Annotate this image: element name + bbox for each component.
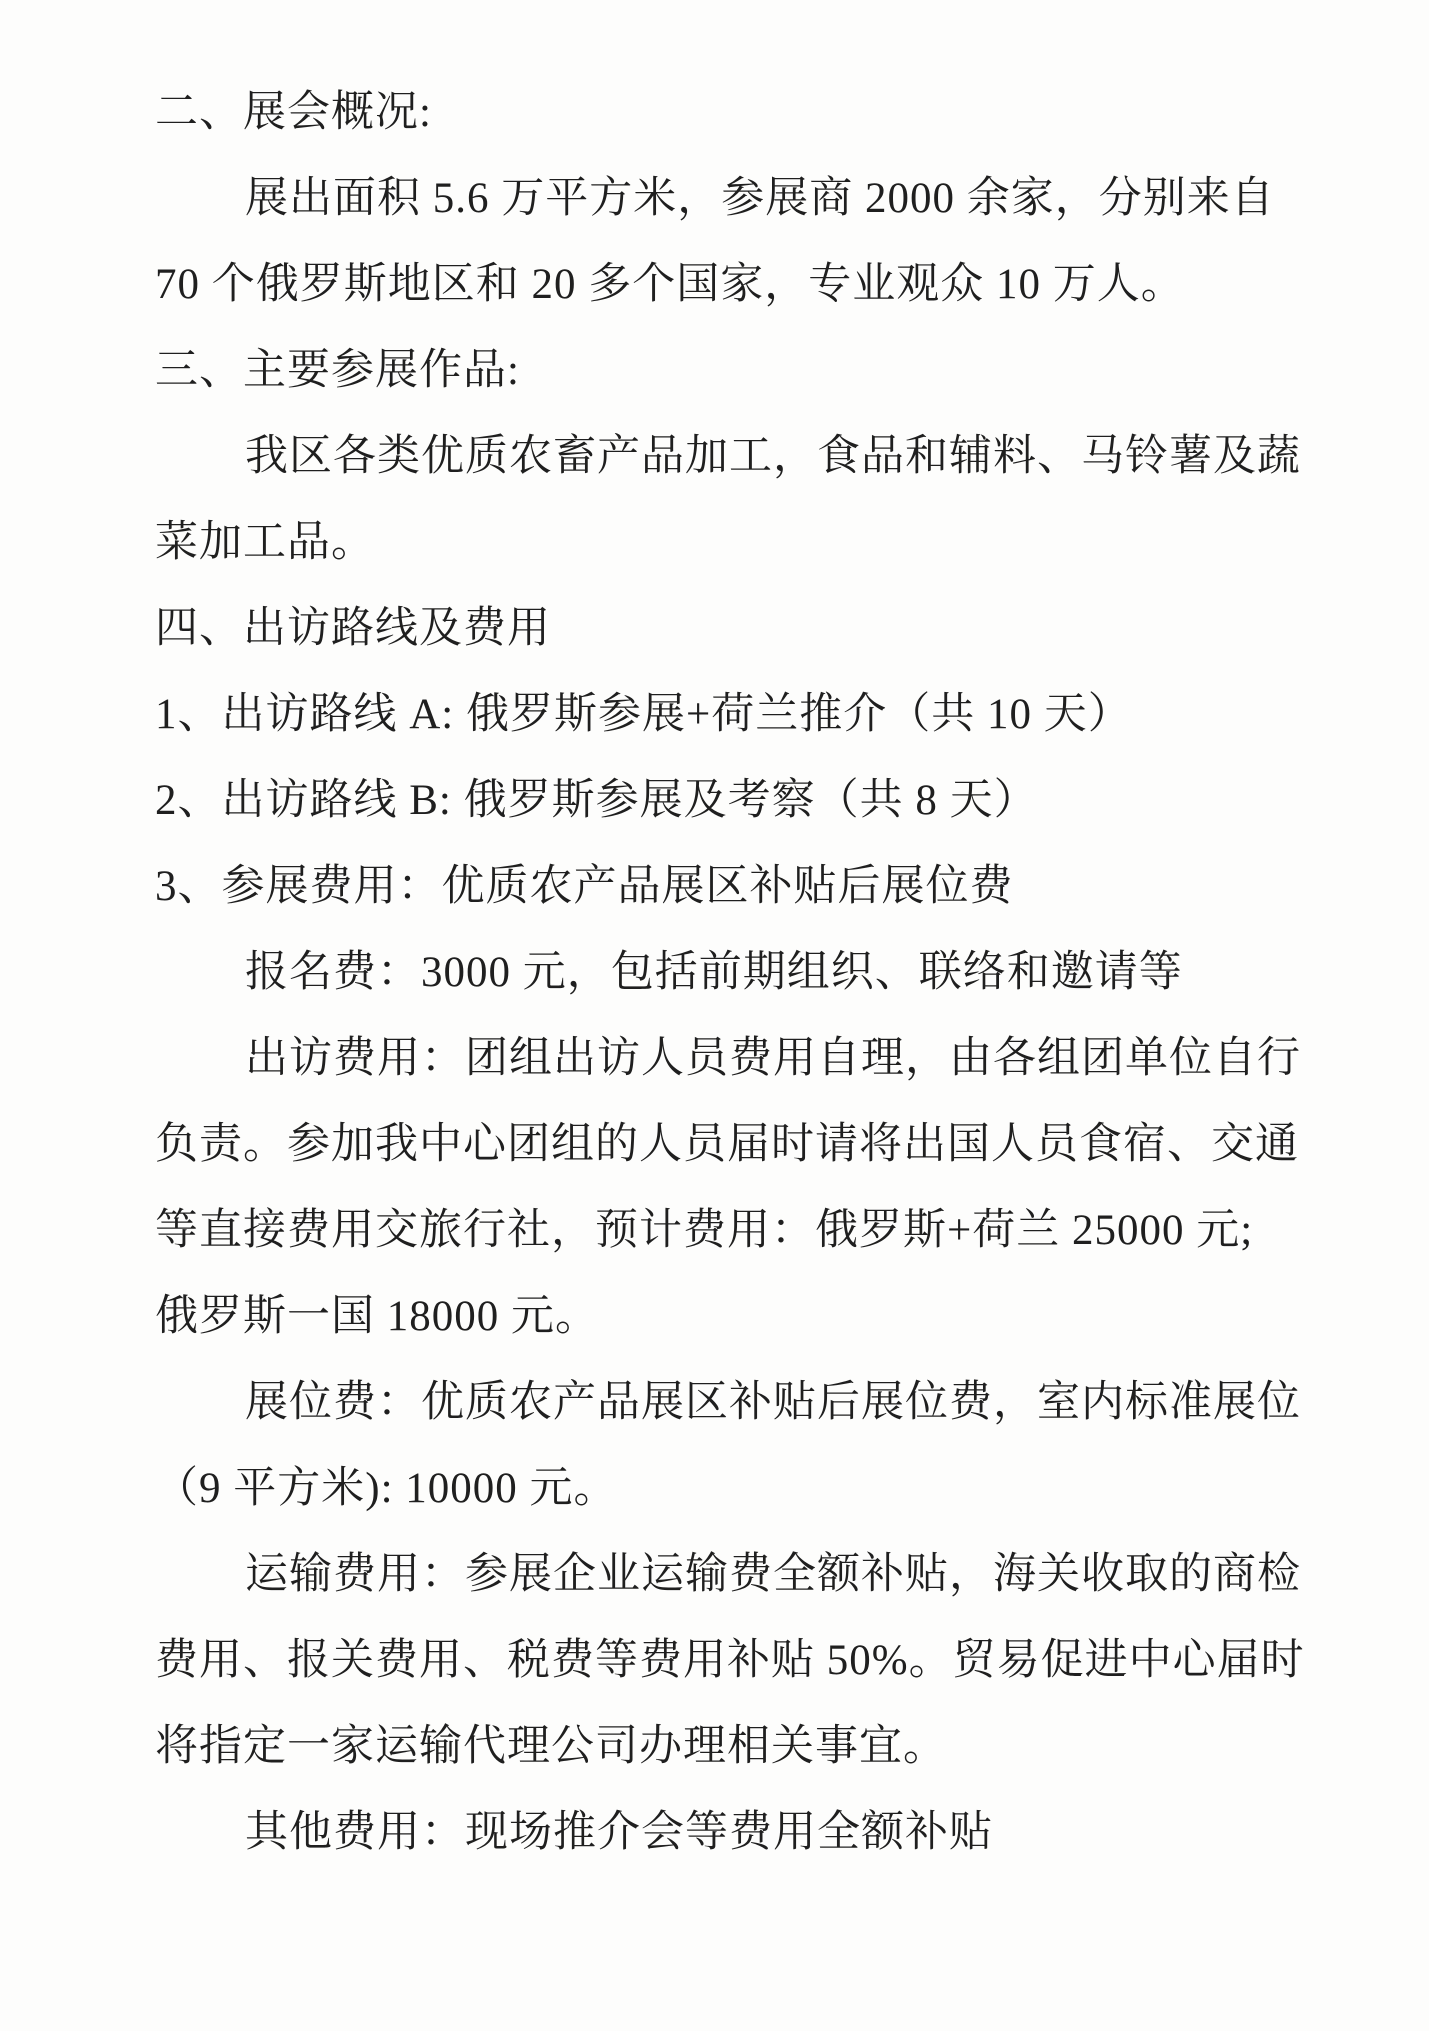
text-line-12: 出访费用：团组出访人员费用自理，由各组团单位自行 [245,1035,1301,1082]
text-line-14: 等直接费用交旅行社，预计费用：俄罗斯+荷兰 25000 元; [155,1207,1254,1254]
text-line-13: 负责。参加我中心团组的人员届时请将出国人员食宿、交通 [155,1121,1299,1168]
text-line-19: 费用、报关费用、税费等费用补贴 50%。贸易促进中心届时 [155,1637,1305,1684]
text-line-16: 展位费：优质农产品展区补贴后展位费，室内标准展位 [245,1379,1301,1426]
text-line-7: 四、出访路线及费用 [155,605,551,652]
document-body [155,70,1389,1876]
text-line-10: 3、参展费用：优质农产品展区补贴后展位费 [155,863,1014,910]
text-line-21: 其他费用：现场推介会等费用全额补贴 [245,1809,993,1856]
text-line-2: 展出面积 5.6 万平方米，参展商 2000 余家，分别来自 [245,175,1275,222]
text-line-15: 俄罗斯一国 18000 元。 [155,1293,599,1340]
text-line-17: （9 平方米): 10000 元。 [155,1465,618,1512]
text-line-3: 70 个俄罗斯地区和 20 多个国家，专业观众 10 万人。 [155,261,1185,308]
text-line-18: 运输费用：参展企业运输费全额补贴，海关收取的商检 [245,1551,1301,1598]
text-line-4: 三、主要参展作品: [155,347,520,394]
text-line-11: 报名费：3000 元，包括前期组织、联络和邀请等 [245,949,1183,996]
text-line-6: 菜加工品。 [155,519,375,566]
text-line-9: 2、出访路线 B: 俄罗斯参展及考察（共 8 天） [155,777,1038,824]
text-line-20: 将指定一家运输代理公司办理相关事宜。 [155,1723,947,1770]
text-line-5: 我区各类优质农畜产品加工，食品和辅料、马铃薯及蔬 [245,433,1301,480]
text-line-1: 二、展会概况: [155,89,432,136]
text-line-8: 1、出访路线 A: 俄罗斯参展+荷兰推介（共 10 天） [155,691,1132,738]
